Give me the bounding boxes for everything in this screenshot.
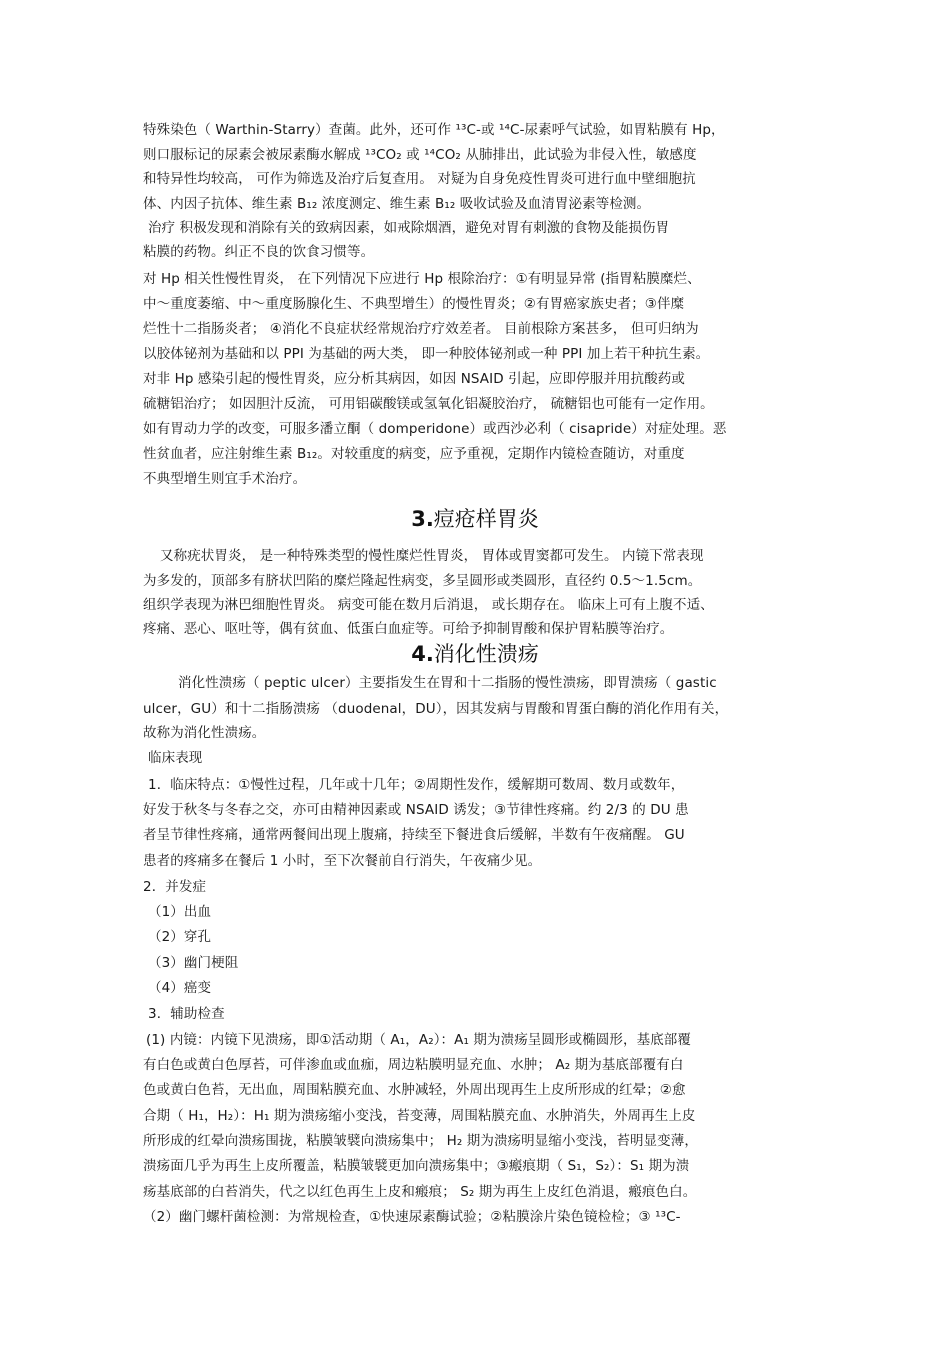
text-line: 又称疣状胃炎， 是一种特殊类型的慢性糜烂性胃炎， 胃体或胃窦都可发生。 内镜下常表现 bbox=[160, 548, 704, 564]
text-line: 故称为消化性溃疡。 bbox=[143, 725, 266, 741]
text-line: 疡基底部的白苔消失，代之以红色再生上皮和瘢痕； S₂ 期为再生上皮红色消退，瘢痕色白。 bbox=[143, 1184, 697, 1200]
text-line: 和特异性均较高， 可作为筛选及治疗后复查用。 对疑为自身免疫性胃炎可进行血中壁细胞抗 bbox=[143, 171, 696, 187]
text-line: 粘膜的药物。纠正不良的饮食习惯等。 bbox=[143, 244, 375, 260]
subheading: 3．辅助检查 bbox=[148, 1006, 225, 1022]
list-item: （4）癌变 bbox=[148, 980, 212, 996]
text-line: 烂性十二指肠炎者； ④消化不良症状经常规治疗疗效差者。 目前根除方案甚多， 但可归纳为 bbox=[143, 321, 699, 337]
text-line: 色或黄白色苔，无出血，周围粘膜充血、水肿减轻，外周出现再生上皮所形成的红晕；②愈 bbox=[143, 1082, 686, 1098]
text-line: 消化性溃疡（ peptic ulcer）主要指发生在胃和十二指肠的慢性溃疡，即胃溃疡（ gastic bbox=[178, 675, 717, 691]
section-heading bbox=[0, 506, 950, 532]
list-item: （2）穿孔 bbox=[148, 929, 212, 945]
list-item: （3）幽门梗阻 bbox=[148, 955, 239, 971]
text-line: 溃疡面几乎为再生上皮所覆盖，粘膜皱襞更加向溃疡集中；③瘢痕期（ S₁，S₂）：S₁ 期为溃 bbox=[143, 1158, 690, 1174]
text-line: ulcer，GU）和十二指肠溃疡 （duodenal，DU），因其发病与胃酸和胃蛋白酶的消化作用有关， bbox=[143, 701, 729, 717]
section-title: 消化性溃疡 bbox=[433, 642, 539, 666]
text-line: 硫糖铝治疗； 如因胆汁反流， 可用铝碳酸镁或氢氧化铝凝胶治疗， 硫糖铝也可能有一定作用。 bbox=[143, 396, 714, 412]
list-item: （1）出血 bbox=[148, 904, 212, 920]
text-line: 性贫血者，应注射维生素 B₁₂。对较重度的病变，应予重视，定期作内镜检查随访，对重度 bbox=[143, 446, 685, 462]
subheading: 临床表现 bbox=[148, 750, 203, 766]
text-line: 如有胃动力学的改变，可服多潘立酮（ domperidone）或西沙必利（ cisapride）对症处理。恶 bbox=[143, 421, 727, 437]
section-number: 3. bbox=[411, 507, 434, 531]
text-line: 患者的疼痛多在餐后 1 小时，至下次餐前自行消失，午夜痛少见。 bbox=[143, 853, 542, 869]
text-line: 者呈节律性疼痛，通常两餐间出现上腹痛，持续至下餐进食后缓解，半数有午夜痛醒。 GU bbox=[143, 827, 685, 843]
text-line: 以胶体铋剂为基础和以 PPI 为基础的两大类， 即一种胶体铋剂或一种 PPI 加上若干种抗生素。 bbox=[143, 346, 710, 362]
text-line: 对 Hp 相关性慢性胃炎， 在下列情况下应进行 Hp 根除治疗：①有明显异常 (指胃粘膜糜烂、 bbox=[143, 271, 701, 287]
text-line: 治疗 积极发现和消除有关的致病因素，如戒除烟酒，避免对胃有刺激的食物及能损伤胃 bbox=[148, 220, 670, 236]
text-line: 好发于秋冬与冬春之交，亦可由精神因素或 NSAID 诱发；③节律性疼痛。约 2/3 的 DU 患 bbox=[143, 802, 689, 818]
text-line: 组织学表现为淋巴细胞性胃炎。 病变可能在数月后消退， 或长期存在。 临床上可有上腹不适、 bbox=[143, 597, 714, 613]
text-line: 中～重度萎缩、中～重度肠腺化生、不典型增生）的慢性胃炎；②有胃癌家族史者；③伴糜 bbox=[143, 296, 685, 312]
text-line: 所形成的红晕向溃疡围拢，粘膜皱襞向溃疡集中； H₂ 期为溃疡明显缩小变浅，苔明显变薄， bbox=[143, 1133, 698, 1149]
text-line: 1．临床特点：①慢性过程，几年或十几年；②周期性发作，缓解期可数周、数月或数年， bbox=[148, 777, 685, 793]
text-line: 合期（ H₁，H₂）：H₁ 期为溃疡缩小变浅，苔变薄，周围粘膜充血、水肿消失，外周再生上皮 bbox=[143, 1108, 696, 1124]
section-heading bbox=[0, 641, 950, 667]
text-line: 则口服标记的尿素会被尿素酶水解成 ¹³CO₂ 或 ¹⁴CO₂ 从肺排出，此试验为非侵入性，敏感度 bbox=[143, 147, 697, 163]
text-line: (1) 内镜：内镜下见溃疡，即①活动期（ A₁，A₂）：A₁ 期为溃疡呈圆形或椭圆形，基底部覆 bbox=[146, 1032, 691, 1048]
section-number: 4. bbox=[411, 642, 434, 666]
section-title: 痘疮样胃炎 bbox=[433, 507, 539, 531]
text-line: （2）幽门螺杆菌检测：为常规检查，①快速尿素酶试验；②粘膜涂片染色镜检检；③ ¹³C- bbox=[143, 1209, 681, 1225]
text-line: 对非 Hp 感染引起的慢性胃炎，应分析其病因，如因 NSAID 引起，应即停服并用抗酸药或 bbox=[143, 371, 685, 387]
text-line: 有白色或黄白色厚苔，可伴渗血或血痂，周边粘膜明显充血、水肿； A₂ 期为基底部覆有白 bbox=[143, 1057, 684, 1073]
text-line: 不典型增生则宜手术治疗。 bbox=[143, 471, 307, 487]
text-line: 疼痛、恶心、呕吐等，偶有贫血、低蛋白血症等。可给予抑制胃酸和保护胃粘膜等治疗。 bbox=[143, 621, 674, 637]
text-line: 为多发的，顶部多有脐状凹陷的糜烂隆起性病变，多呈圆形或类圆形，直径约 0.5～1.5cm。 bbox=[143, 573, 702, 589]
text-line: 特殊染色（ Warthin-Starry）查菌。此外，还可作 ¹³C-或 ¹⁴C-尿素呼气试验，如胃粘膜有 Hp， bbox=[143, 122, 725, 138]
subheading: 2．并发症 bbox=[143, 879, 207, 895]
text-line: 体、内因子抗体、维生素 B₁₂ 浓度测定、维生素 B₁₂ 吸收试验及血清胃泌素等检测。 bbox=[143, 196, 651, 212]
